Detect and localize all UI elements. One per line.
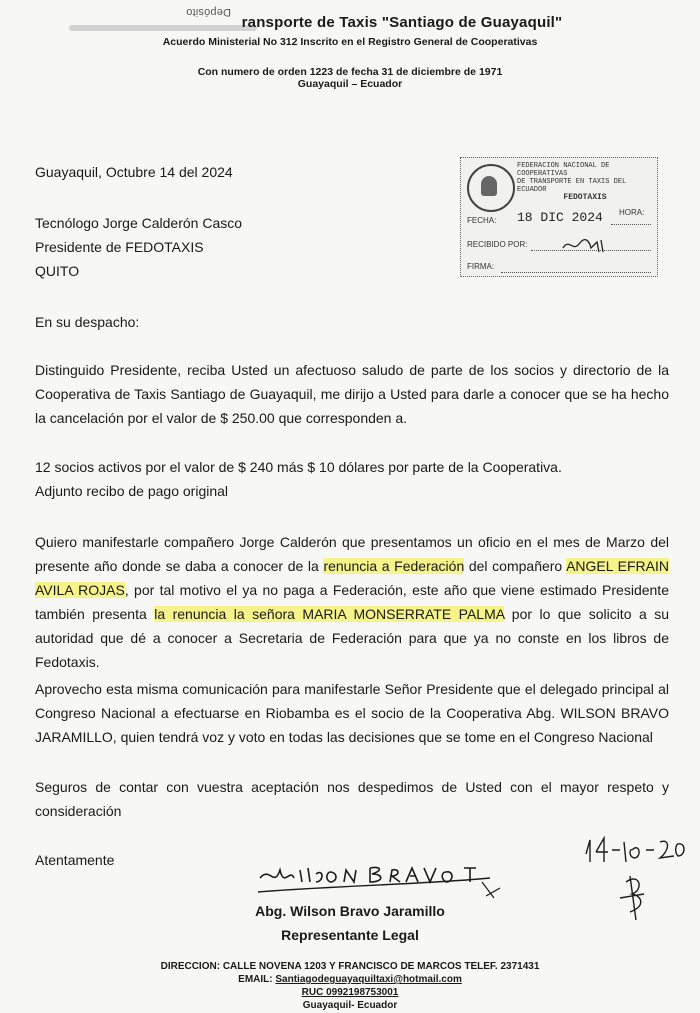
highlight-maria-palma: la renuncia la señora MARIA MONSERRATE PALMA bbox=[154, 606, 505, 622]
recipient-position: Presidente de FEDOTAXIS bbox=[35, 239, 204, 255]
paragraph-5: Aprovecho esta misma comunicación para manifestarle Señor Presidente que el delegado principal al Congreso Nacional a efectuarse en Riobamba es el socio de la Cooperativa Abg. WILSON BRAVO JARAMILLO, quien tendrá voz y voto en todas las decisiones que se tome en el Congreso Nacional bbox=[35, 681, 669, 745]
fedotaxis-logo-icon bbox=[467, 164, 515, 212]
stamp-firma-label: FIRMA: bbox=[467, 262, 495, 271]
recipient-name: Tecnólogo Jorge Calderón Casco bbox=[35, 215, 243, 231]
stamp-hora-line bbox=[611, 224, 651, 225]
p4-text-d: por lo que solicito a su autoridad que dé a conocer a Secretaria de Federación para que ya no conste en los libros de Fedotaxis. bbox=[35, 606, 669, 670]
p4-text-b: del compañero bbox=[464, 558, 567, 574]
stamp-org-line-2: DE TRANSPORTE EN TAXIS DEL ECUADOR bbox=[517, 178, 627, 194]
footer-ruc: RUC 0992198753001 bbox=[301, 987, 399, 998]
paragraph-3: Adjunto recibo de pago original bbox=[35, 483, 229, 499]
paragraph-4 bbox=[35, 530, 669, 674]
signatory-title: Representante Legal bbox=[281, 927, 419, 943]
p4-text-a: Quiero manifestarle compañero Jorge Calderón que presentamos un oficio en el mes de Marzo del presente año donde se daba a conocer de la bbox=[35, 534, 669, 574]
stamp-fecha-value: 18 DIC 2024 bbox=[517, 210, 603, 225]
letterhead-subtitle: Acuerdo Ministerial No 312 Inscrito en el Registro General de Cooperativas bbox=[162, 36, 538, 48]
highlight-renuncia: renuncia a Federación bbox=[323, 558, 465, 574]
recibido-signature-scribble bbox=[561, 236, 611, 254]
highlight-angel-avila: ANGEL EFRAIN AVILA ROJAS bbox=[35, 558, 669, 598]
stamp-firma-line bbox=[501, 272, 651, 273]
stamp-hora-label: HORA: bbox=[619, 208, 645, 217]
paragraph-2: 12 socios activos por el valor de $ 240 más $ 10 dólares por parte de la Cooperativa. bbox=[35, 459, 562, 475]
reversed-stamp-fragment: Depósito bbox=[186, 6, 232, 18]
footer-address: DIRECCION: CALLE NOVENA 1203 Y FRANCISCO DE MARCOS TELEF. 2371431 bbox=[160, 961, 540, 972]
stamp-organization bbox=[517, 162, 653, 202]
date-line: Guayaquil, Octubre 14 del 2024 bbox=[35, 164, 233, 180]
handwritten-signature bbox=[250, 848, 510, 906]
footer-email-link[interactable]: Santiagodeguayaquiltaxi@hotmail.com bbox=[275, 974, 462, 985]
footer-email-label: EMAIL: bbox=[238, 974, 273, 985]
p4-text-c: , por tal motivo el ya no paga a Federación, este año que viene estimado Presidente también presenta bbox=[35, 582, 669, 622]
stamp-org-name: FEDOTAXIS bbox=[563, 193, 607, 202]
signatory-name: Abg. Wilson Bravo Jaramillo bbox=[255, 903, 445, 919]
paragraph-1: Distinguido Presidente, reciba Usted un afectuoso saludo de parte de los socios y directorio de la Cooperativa de Taxis Santiago de Guayaquil, me dirijo a Usted para darle a conocer que se ha hecho la cancelación por el valor de $ 250.00 que corresponden a. bbox=[35, 362, 669, 426]
stamp-fecha-label: FECHA: bbox=[467, 216, 497, 225]
stamp-org-line-1: FEDERACION NACIONAL DE COOPERATIVAS bbox=[517, 162, 610, 178]
letterhead-title-text: ransporte de Taxis "Santiago de Guayaquil" bbox=[241, 14, 563, 31]
stamp-recibido-label: RECIBIDO POR: bbox=[467, 240, 528, 249]
recipient-city: QUITO bbox=[35, 263, 80, 279]
greeting: En su despacho: bbox=[35, 314, 140, 330]
paragraph-6: Seguros de contar con vuestra aceptación nos despedimos de Usted con el mayor respeto y consideración bbox=[35, 779, 669, 819]
footer-city: Guayaquil- Ecuador bbox=[302, 1000, 398, 1011]
letterhead-title bbox=[0, 6, 700, 31]
handwritten-margin-note bbox=[580, 828, 690, 928]
closing: Atentamente bbox=[35, 852, 115, 868]
letterhead-city: Guayaquil – Ecuador bbox=[297, 78, 403, 90]
received-stamp bbox=[460, 157, 658, 277]
footer-email-line bbox=[0, 974, 700, 985]
letterhead-order: Con numero de orden 1223 de fecha 31 de diciembre de 1971 bbox=[197, 66, 503, 78]
